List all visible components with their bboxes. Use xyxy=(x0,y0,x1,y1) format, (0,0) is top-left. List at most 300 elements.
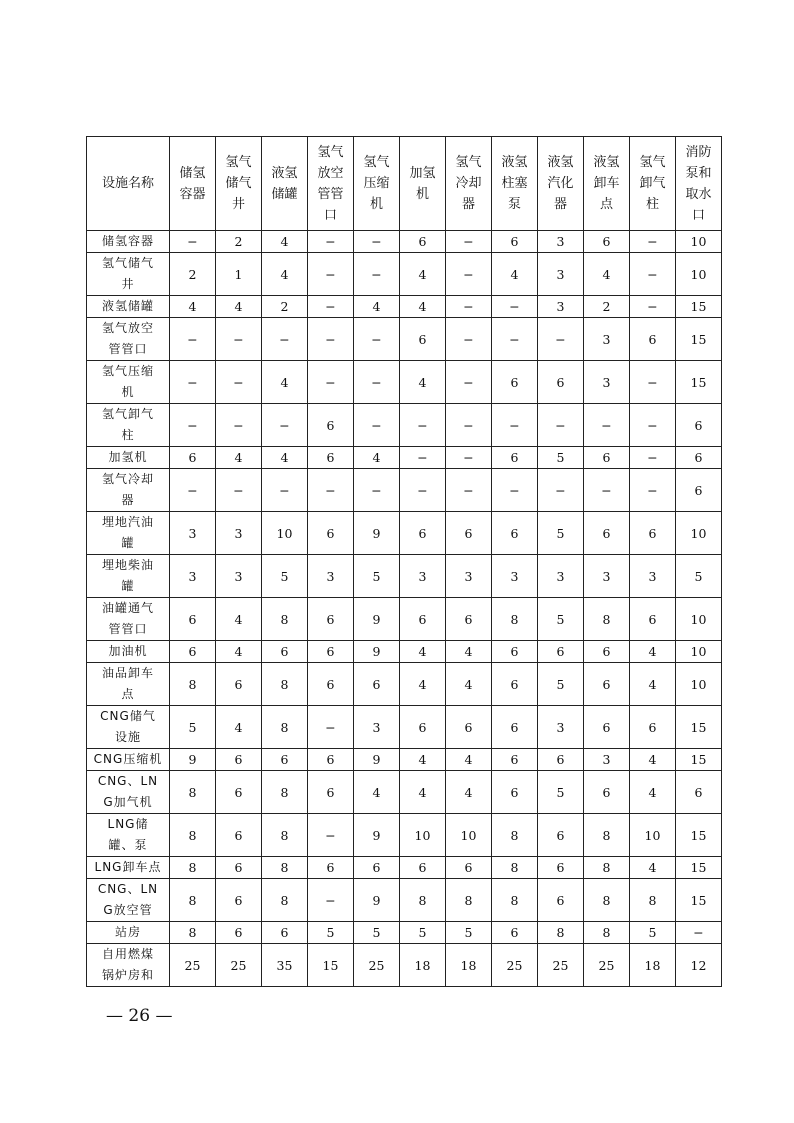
table-cell: 6 xyxy=(400,706,446,749)
table-cell: 8 xyxy=(262,706,308,749)
table-cell: − xyxy=(492,404,538,447)
table-cell: 15 xyxy=(676,296,722,318)
table-cell: − xyxy=(400,469,446,512)
table-cell: 6 xyxy=(676,771,722,814)
table-cell: − xyxy=(446,253,492,296)
table-cell: 3 xyxy=(354,706,400,749)
table-row xyxy=(87,814,722,857)
table-row xyxy=(87,512,722,555)
table-cell: 6 xyxy=(492,447,538,469)
table-cell: 3 xyxy=(584,749,630,771)
table-row xyxy=(87,663,722,706)
table-cell: 6 xyxy=(538,857,584,879)
table-cell: − xyxy=(446,296,492,318)
table-cell: 8 xyxy=(584,922,630,944)
header-cell xyxy=(584,137,630,231)
table-cell: − xyxy=(308,706,354,749)
table-cell: − xyxy=(308,361,354,404)
header-label: 氢气卸气柱 xyxy=(639,155,666,212)
table-cell: − xyxy=(630,231,676,253)
table-row xyxy=(87,922,722,944)
table-cell: − xyxy=(538,318,584,361)
table-cell: 6 xyxy=(538,361,584,404)
table-cell: 18 xyxy=(630,944,676,987)
table-cell: 18 xyxy=(400,944,446,987)
table-cell: 4 xyxy=(400,361,446,404)
table-cell: 4 xyxy=(446,663,492,706)
table-cell: − xyxy=(170,231,216,253)
table-cell: 4 xyxy=(262,253,308,296)
table-cell: 8 xyxy=(262,879,308,922)
table-row xyxy=(87,361,722,404)
table-row xyxy=(87,318,722,361)
table-cell: − xyxy=(308,296,354,318)
header-label: 储氢容器 xyxy=(179,165,206,202)
table-cell: − xyxy=(170,361,216,404)
table-cell: 3 xyxy=(538,231,584,253)
table-cell: 6 xyxy=(308,771,354,814)
row-facility-label: 埋地汽油罐 xyxy=(101,515,154,550)
table-cell: − xyxy=(308,253,354,296)
row-facility-name xyxy=(87,296,170,318)
table-cell: 4 xyxy=(492,253,538,296)
table-cell: 6 xyxy=(262,641,308,663)
table-row xyxy=(87,469,722,512)
header-label: 氢气放空管管口 xyxy=(317,144,344,223)
table-cell: − xyxy=(492,318,538,361)
table-cell: 6 xyxy=(400,512,446,555)
table-cell: 4 xyxy=(630,641,676,663)
table-cell: − xyxy=(630,469,676,512)
header-cell xyxy=(262,137,308,231)
table-cell: 4 xyxy=(584,253,630,296)
table-cell: 6 xyxy=(216,814,262,857)
row-facility-label: 氢气卸气柱 xyxy=(101,407,154,442)
table-row xyxy=(87,555,722,598)
table-cell: 3 xyxy=(216,555,262,598)
table-cell: 25 xyxy=(584,944,630,987)
table-row xyxy=(87,857,722,879)
table-cell: 15 xyxy=(676,706,722,749)
row-facility-label: 油品卸车点 xyxy=(101,666,154,701)
table-cell: 6 xyxy=(584,663,630,706)
table-cell: 4 xyxy=(354,447,400,469)
table-cell: 3 xyxy=(630,555,676,598)
table-cell: 6 xyxy=(584,447,630,469)
table-cell: − xyxy=(446,469,492,512)
table-cell: 10 xyxy=(630,814,676,857)
table-cell: − xyxy=(446,231,492,253)
table-cell: 6 xyxy=(492,361,538,404)
table-cell: 3 xyxy=(400,555,446,598)
table-cell: 6 xyxy=(584,641,630,663)
table-cell: 8 xyxy=(584,857,630,879)
table-cell: − xyxy=(170,318,216,361)
table-cell: 9 xyxy=(354,641,400,663)
table-cell: 4 xyxy=(446,749,492,771)
table-cell: 15 xyxy=(676,318,722,361)
table-cell: 15 xyxy=(676,361,722,404)
table-cell: 8 xyxy=(170,857,216,879)
table-cell: 3 xyxy=(538,555,584,598)
table-row xyxy=(87,447,722,469)
table-row xyxy=(87,944,722,987)
table-cell: − xyxy=(216,361,262,404)
table-cell: 6 xyxy=(400,318,446,361)
table-cell: 6 xyxy=(308,447,354,469)
table-cell: 15 xyxy=(308,944,354,987)
table-cell: 5 xyxy=(538,598,584,641)
row-facility-label: 液氢储罐 xyxy=(101,299,154,313)
table-cell: 10 xyxy=(676,663,722,706)
table-cell: 1 xyxy=(216,253,262,296)
table-cell: 25 xyxy=(354,944,400,987)
table-cell: 6 xyxy=(308,404,354,447)
table-cell: 8 xyxy=(538,922,584,944)
table-cell: 6 xyxy=(538,879,584,922)
table-cell: 18 xyxy=(446,944,492,987)
table-cell: 25 xyxy=(538,944,584,987)
table-cell: 4 xyxy=(216,447,262,469)
table-cell: 6 xyxy=(492,771,538,814)
table-cell: 5 xyxy=(446,922,492,944)
table-body xyxy=(87,231,722,987)
row-facility-label: 加氢机 xyxy=(108,450,148,464)
table-cell: − xyxy=(492,469,538,512)
table-cell: 3 xyxy=(538,296,584,318)
table-cell: 8 xyxy=(584,814,630,857)
table-cell: 6 xyxy=(676,404,722,447)
row-facility-name xyxy=(87,231,170,253)
row-facility-name xyxy=(87,512,170,555)
table-cell: 6 xyxy=(630,598,676,641)
table-cell: 10 xyxy=(262,512,308,555)
table-cell: 6 xyxy=(538,641,584,663)
table-cell: 6 xyxy=(630,706,676,749)
row-facility-label: 油罐通气管管口 xyxy=(101,601,154,636)
row-facility-label: CNG、LNG加气机 xyxy=(97,774,159,809)
row-facility-name xyxy=(87,641,170,663)
row-facility-name xyxy=(87,857,170,879)
table-cell: 3 xyxy=(584,555,630,598)
table-cell: 15 xyxy=(676,857,722,879)
row-facility-label: LNG储罐、泵 xyxy=(107,817,149,852)
table-cell: 3 xyxy=(170,512,216,555)
table-cell: 8 xyxy=(262,771,308,814)
header-label: 液氢储罐 xyxy=(271,165,298,202)
table-cell: 5 xyxy=(354,922,400,944)
table-row xyxy=(87,598,722,641)
table-cell: 6 xyxy=(262,749,308,771)
table-cell: 15 xyxy=(676,879,722,922)
table-cell: − xyxy=(262,404,308,447)
table-cell: 6 xyxy=(400,231,446,253)
row-facility-name xyxy=(87,922,170,944)
table-cell: 6 xyxy=(584,771,630,814)
table-cell: 6 xyxy=(446,857,492,879)
table-cell: 10 xyxy=(676,598,722,641)
table-cell: 8 xyxy=(262,598,308,641)
table-cell: 6 xyxy=(308,749,354,771)
table-cell: 5 xyxy=(538,663,584,706)
row-facility-label: LNG卸车点 xyxy=(94,860,162,874)
table-cell: 4 xyxy=(216,598,262,641)
table-cell: 10 xyxy=(446,814,492,857)
table-cell: 6 xyxy=(170,447,216,469)
table-cell: 6 xyxy=(216,749,262,771)
table-cell: − xyxy=(400,404,446,447)
table-cell: 6 xyxy=(308,512,354,555)
row-facility-label: 氢气储气井 xyxy=(101,256,154,291)
table-header-row xyxy=(87,137,722,231)
table-cell: − xyxy=(216,318,262,361)
table-cell: 6 xyxy=(492,749,538,771)
table-row xyxy=(87,296,722,318)
table-cell: − xyxy=(262,469,308,512)
header-cell xyxy=(492,137,538,231)
row-facility-name xyxy=(87,598,170,641)
table-cell: 3 xyxy=(538,253,584,296)
header-label: 氢气压缩机 xyxy=(363,155,390,212)
header-cell-facility-name: 设施名称 xyxy=(87,137,170,231)
table-cell: 6 xyxy=(584,231,630,253)
table-cell: 8 xyxy=(262,814,308,857)
table-cell: 4 xyxy=(400,641,446,663)
table-cell: 10 xyxy=(400,814,446,857)
table-cell: 6 xyxy=(446,512,492,555)
table-cell: 3 xyxy=(538,706,584,749)
table-cell: 8 xyxy=(492,879,538,922)
row-facility-name xyxy=(87,318,170,361)
page-number: — 26 — xyxy=(106,1006,173,1026)
table-cell: 4 xyxy=(446,771,492,814)
table-cell: 8 xyxy=(492,814,538,857)
table-cell: 8 xyxy=(446,879,492,922)
table-cell: 6 xyxy=(308,857,354,879)
table-cell: 5 xyxy=(538,512,584,555)
header-label: 消防泵和取水口 xyxy=(685,144,712,223)
table-cell: 6 xyxy=(492,641,538,663)
row-facility-name xyxy=(87,361,170,404)
table-cell: 8 xyxy=(170,771,216,814)
row-facility-name xyxy=(87,469,170,512)
table-cell: − xyxy=(308,318,354,361)
table-cell: 4 xyxy=(354,296,400,318)
distance-table-container xyxy=(86,136,716,987)
table-cell: 10 xyxy=(676,641,722,663)
table-cell: − xyxy=(308,231,354,253)
row-facility-label: CNG压缩机 xyxy=(93,752,163,766)
table-cell: − xyxy=(170,404,216,447)
table-cell: 4 xyxy=(400,253,446,296)
table-cell: − xyxy=(446,318,492,361)
row-facility-label: 自用燃煤锅炉房和 xyxy=(101,947,154,982)
table-row xyxy=(87,771,722,814)
table-cell: 5 xyxy=(262,555,308,598)
table-cell: 9 xyxy=(354,512,400,555)
table-cell: 9 xyxy=(354,879,400,922)
table-cell: 4 xyxy=(400,663,446,706)
table-cell: − xyxy=(584,469,630,512)
table-cell: 4 xyxy=(354,771,400,814)
row-facility-label: 站房 xyxy=(114,925,141,939)
table-cell: − xyxy=(354,469,400,512)
table-cell: 5 xyxy=(400,922,446,944)
table-cell: 6 xyxy=(216,663,262,706)
table-cell: 4 xyxy=(216,641,262,663)
header-label: 加氢机 xyxy=(409,165,436,202)
table-cell: 8 xyxy=(492,598,538,641)
row-facility-name xyxy=(87,253,170,296)
table-cell: − xyxy=(446,447,492,469)
table-cell: 2 xyxy=(262,296,308,318)
table-row xyxy=(87,706,722,749)
table-cell: − xyxy=(630,361,676,404)
table-cell: 4 xyxy=(262,361,308,404)
table-cell: 3 xyxy=(308,555,354,598)
table-cell: 6 xyxy=(354,857,400,879)
table-row xyxy=(87,749,722,771)
table-cell: 15 xyxy=(676,814,722,857)
table-cell: 6 xyxy=(400,598,446,641)
distance-table xyxy=(86,136,722,987)
table-cell: 3 xyxy=(584,318,630,361)
table-cell: 25 xyxy=(216,944,262,987)
table-cell: 6 xyxy=(492,922,538,944)
table-cell: 4 xyxy=(262,447,308,469)
table-cell: − xyxy=(354,231,400,253)
table-cell: 5 xyxy=(354,555,400,598)
table-cell: 9 xyxy=(354,598,400,641)
header-cell xyxy=(400,137,446,231)
table-cell: 15 xyxy=(676,749,722,771)
header-cell xyxy=(170,137,216,231)
table-cell: 6 xyxy=(308,598,354,641)
table-cell: − xyxy=(538,404,584,447)
table-cell: 4 xyxy=(446,641,492,663)
table-cell: 6 xyxy=(170,598,216,641)
table-cell: − xyxy=(630,447,676,469)
table-row xyxy=(87,879,722,922)
row-facility-label: 加油机 xyxy=(108,644,148,658)
table-cell: 6 xyxy=(170,641,216,663)
header-label: 液氢汽化器 xyxy=(547,155,574,212)
row-facility-name xyxy=(87,555,170,598)
table-cell: 8 xyxy=(170,814,216,857)
table-cell: 8 xyxy=(170,663,216,706)
table-cell: 10 xyxy=(676,512,722,555)
table-cell: 6 xyxy=(354,663,400,706)
header-label: 液氢柱塞泵 xyxy=(501,155,528,212)
table-cell: 6 xyxy=(216,879,262,922)
table-cell: − xyxy=(308,469,354,512)
table-cell: 25 xyxy=(170,944,216,987)
row-facility-name xyxy=(87,447,170,469)
table-cell: 2 xyxy=(584,296,630,318)
row-facility-name xyxy=(87,749,170,771)
table-cell: − xyxy=(446,404,492,447)
table-cell: − xyxy=(354,404,400,447)
table-cell: 8 xyxy=(492,857,538,879)
table-cell: 35 xyxy=(262,944,308,987)
table-cell: 6 xyxy=(308,663,354,706)
table-cell: 6 xyxy=(400,857,446,879)
row-facility-label: CNG储气设施 xyxy=(100,709,156,744)
row-facility-name xyxy=(87,814,170,857)
table-cell: 5 xyxy=(538,771,584,814)
table-cell: − xyxy=(354,318,400,361)
table-cell: − xyxy=(354,253,400,296)
table-cell: 4 xyxy=(630,749,676,771)
table-cell: − xyxy=(216,404,262,447)
table-cell: − xyxy=(400,447,446,469)
table-row xyxy=(87,231,722,253)
table-cell: 6 xyxy=(492,512,538,555)
table-cell: 8 xyxy=(262,663,308,706)
header-label: 液氢卸车点 xyxy=(593,155,620,212)
table-cell: 4 xyxy=(630,857,676,879)
table-cell: 10 xyxy=(676,253,722,296)
header-cell xyxy=(630,137,676,231)
table-cell: 4 xyxy=(400,771,446,814)
row-facility-name xyxy=(87,663,170,706)
table-cell: 2 xyxy=(170,253,216,296)
table-cell: 6 xyxy=(216,922,262,944)
table-cell: 6 xyxy=(584,706,630,749)
table-row xyxy=(87,404,722,447)
table-cell: − xyxy=(630,404,676,447)
table-cell: − xyxy=(170,469,216,512)
header-cell xyxy=(216,137,262,231)
row-facility-label: 埋地柴油罐 xyxy=(101,558,154,593)
header-label: 氢气冷却器 xyxy=(455,155,482,212)
header-cell xyxy=(446,137,492,231)
table-cell: 9 xyxy=(354,749,400,771)
row-facility-name xyxy=(87,879,170,922)
table-cell: − xyxy=(676,922,722,944)
table-cell: 6 xyxy=(446,598,492,641)
table-cell: 6 xyxy=(446,706,492,749)
table-cell: 5 xyxy=(170,706,216,749)
table-cell: − xyxy=(538,469,584,512)
table-cell: 9 xyxy=(170,749,216,771)
header-cell xyxy=(308,137,354,231)
table-cell: − xyxy=(446,361,492,404)
table-cell: 6 xyxy=(538,814,584,857)
table-cell: − xyxy=(354,361,400,404)
table-cell: − xyxy=(308,879,354,922)
table-cell: 4 xyxy=(216,706,262,749)
header-label: 氢气储气井 xyxy=(225,155,252,212)
table-cell: 3 xyxy=(584,361,630,404)
row-facility-label: 氢气冷却器 xyxy=(101,472,154,507)
row-facility-name xyxy=(87,944,170,987)
row-facility-label: CNG、LNG放空管 xyxy=(97,882,159,917)
table-cell: 4 xyxy=(262,231,308,253)
table-cell: 4 xyxy=(630,771,676,814)
table-cell: 3 xyxy=(216,512,262,555)
table-cell: 6 xyxy=(630,318,676,361)
table-cell: 5 xyxy=(308,922,354,944)
table-cell: 6 xyxy=(538,749,584,771)
table-cell: 6 xyxy=(216,857,262,879)
table-cell: 8 xyxy=(584,879,630,922)
table-cell: 8 xyxy=(400,879,446,922)
table-cell: 6 xyxy=(492,231,538,253)
table-cell: − xyxy=(492,296,538,318)
table-cell: 8 xyxy=(262,857,308,879)
table-cell: 6 xyxy=(676,469,722,512)
